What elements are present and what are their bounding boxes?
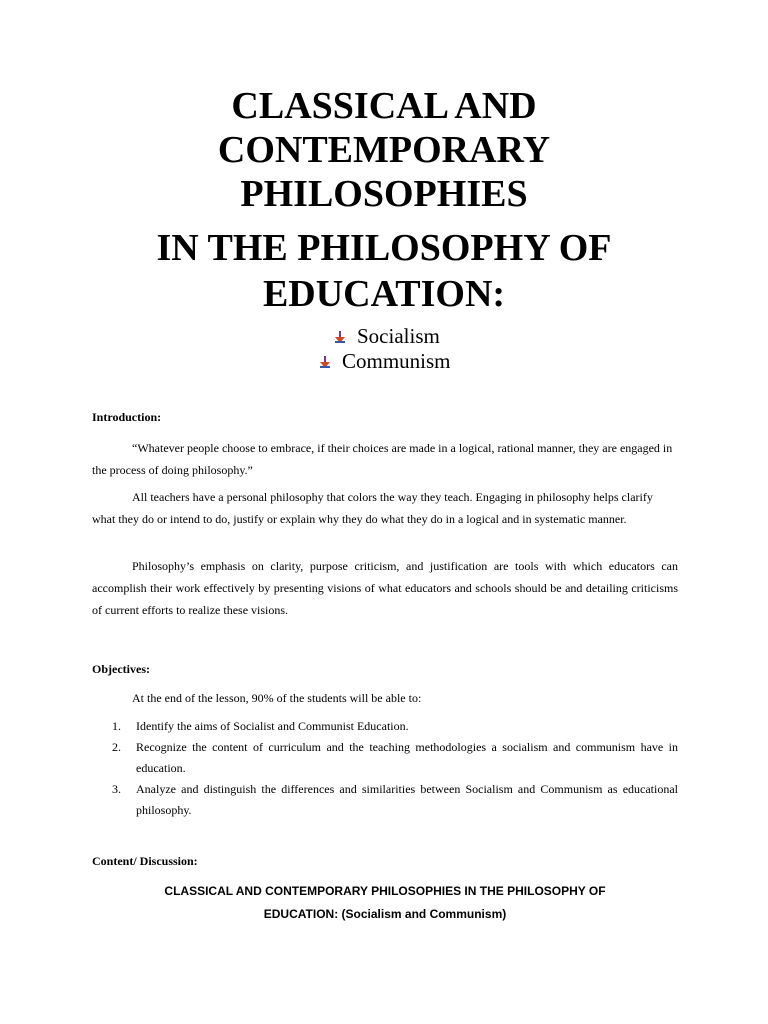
content-title-line-1: CLASSICAL AND CONTEMPORARY PHILOSOPHIES IN THE PHILOSOPHY OF bbox=[164, 884, 606, 898]
objective-item bbox=[92, 779, 678, 821]
content-title-line-2: EDUCATION: (Socialism and Communism) bbox=[263, 907, 507, 921]
topic-item bbox=[0, 324, 768, 349]
objectives-heading: Objectives: bbox=[92, 662, 150, 676]
bullet-arrow-icon bbox=[318, 355, 332, 369]
intro-paragraph-2: All teachers have a personal philosophy that colors the way they teach. Engaging in philosophy helps clarify what they do or intend to do, justify or explain why they do what they do in a logical and in systematic manner. bbox=[92, 490, 653, 526]
title-line-2: CONTEMPORARY bbox=[217, 129, 551, 171]
intro-paragraph-1: “Whatever people choose to embrace, if their choices are made in a logical, rational manner, they are engaged in the process of doing philosophy.” bbox=[92, 441, 673, 477]
objective-text: Identify the aims of Socialist and Communist Education. bbox=[136, 719, 409, 733]
objective-text: Analyze and distinguish the differences and similarities between Socialism and Communism as educational philosophy. bbox=[136, 782, 678, 817]
introduction-heading: Introduction: bbox=[92, 410, 162, 424]
objectives-list bbox=[92, 716, 678, 821]
objectives-lead: At the end of the lesson, 90% of the students will be able to: bbox=[132, 691, 422, 705]
objective-number: 1. bbox=[112, 719, 121, 733]
objective-text: Recognize the content of curriculum and the teaching methodologies a socialism and communism have in education. bbox=[136, 740, 678, 775]
subtitle-line-1: IN THE PHILOSOPHY OF bbox=[156, 227, 612, 269]
topic-label: Socialism bbox=[357, 324, 440, 348]
topic-list bbox=[0, 324, 768, 374]
intro-paragraph-3: Philosophy’s emphasis on clarity, purpose criticism, and justification are tools with which educators can accomplish their work effectively by presenting visions of what educators and schools should be and detailing criticisms of current efforts to realize these visions. bbox=[92, 559, 678, 617]
objective-item bbox=[92, 716, 678, 737]
topic-item bbox=[0, 349, 768, 374]
objective-item bbox=[92, 737, 678, 779]
objective-number: 3. bbox=[112, 782, 121, 796]
bullet-arrow-icon bbox=[333, 330, 347, 344]
content-heading: Content/ Discussion: bbox=[92, 854, 198, 868]
objective-number: 2. bbox=[112, 740, 121, 754]
subtitle-line-2: EDUCATION: bbox=[262, 273, 506, 315]
document-title bbox=[0, 84, 768, 216]
title-line-3: PHILOSOPHIES bbox=[240, 173, 528, 215]
document-subtitle bbox=[0, 225, 768, 317]
title-line-1: CLASSICAL AND bbox=[231, 85, 537, 127]
topic-label: Communism bbox=[342, 349, 451, 373]
content-title bbox=[92, 880, 678, 926]
